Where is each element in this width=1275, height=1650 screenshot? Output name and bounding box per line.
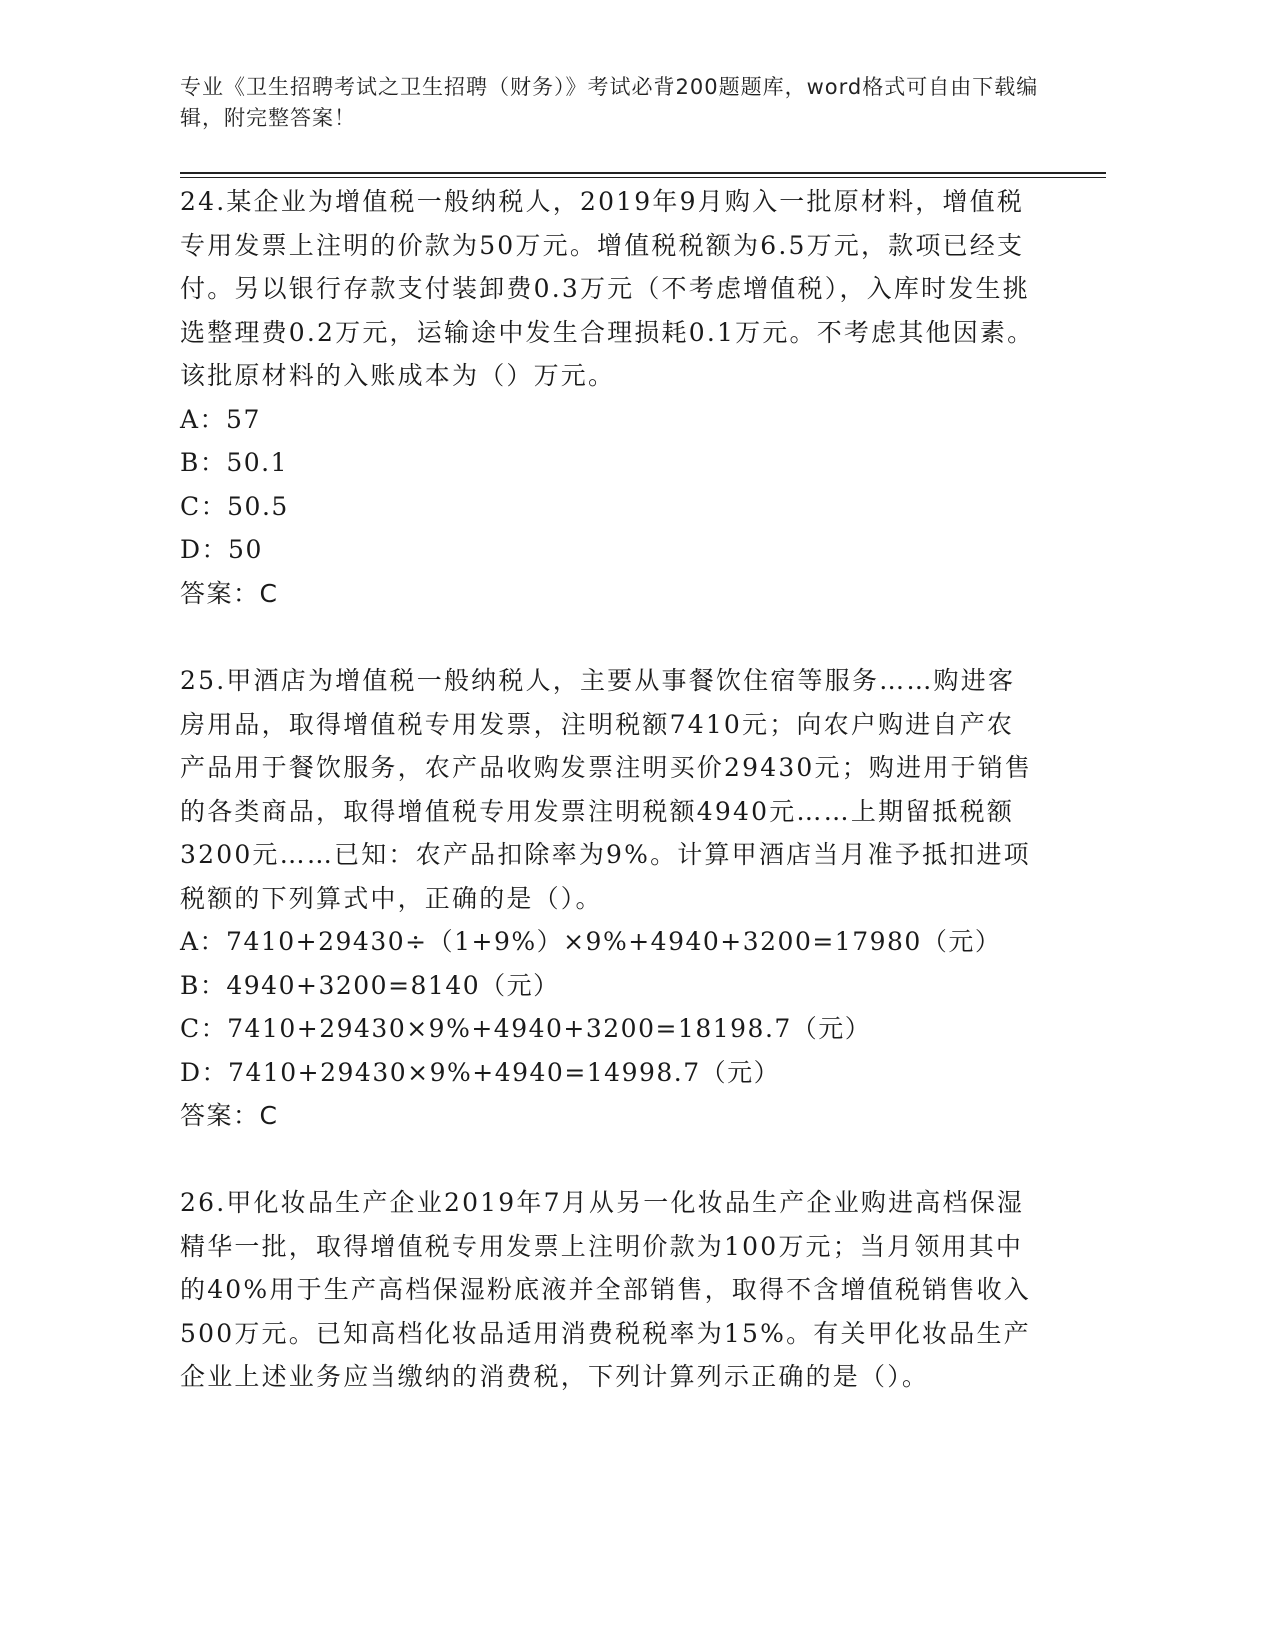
question-25 xyxy=(180,659,1040,1138)
option-b: B：50.1 xyxy=(180,448,289,477)
question-text: 26.甲化妆品生产企业2019年7月从另一化妆品生产企业购进高档保湿精华一批，取得增值税专用发票上注明价款为100万元；当月领用其中的40%用于生产高档保湿粉底液并全部销售，取得不含增值税销售收入500万元。已知高档化妆品适用消费税税率为15%。有关甲化妆品生产企业上述业务应当缴纳的消费税，下列计算列示正确的是（）。 xyxy=(180,1188,1031,1391)
header-divider-thin xyxy=(180,177,1106,178)
document-header: 专业《卫生招聘考试之卫生招聘（财务）》考试必背200题题库，word格式可自由下载编辑，附完整答案！ xyxy=(180,75,1039,130)
question-text: 24.某企业为增值税一般纳税人，2019年9月购入一批原材料，增值税专用发票上注明的价款为50万元。增值税税额为6.5万元，款项已经支付。另以银行存款支付装卸费0.3万元（不考虑增值税），入库时发生挑选整理费0.2万元，运输途中发生合理损耗0.1万元。不考虑其他因素。该批原材料的入账成本为（）万元。 xyxy=(180,187,1035,390)
answer-line: 答案：C xyxy=(180,578,279,608)
question-24 xyxy=(180,180,1040,615)
option-d: D：7410+29430×9%+4940=14998.7（元） xyxy=(180,1057,781,1087)
option-b: B：4940+3200=8140（元） xyxy=(180,970,560,1000)
answer-line: 答案：C xyxy=(180,1101,279,1130)
question-text: 25.甲酒店为增值税一般纳税人，主要从事餐饮住宿等服务……购进客房用品，取得增值税专用发票，注明税额7410元；向农户购进自产农产品用于餐饮服务，农产品收购发票注明买价29430元；购进用于销售的各类商品，取得增值税专用发票注明税额4940元……上期留抵税额3200元……已知：农产品扣除率为9%。计算甲酒店当月准予抵扣进项税额的下列算式中，正确的是（）。 xyxy=(180,666,1033,913)
header-divider-thick xyxy=(180,172,1106,174)
option-a: A：57 xyxy=(180,404,261,434)
option-a: A：7410+29430÷（1+9%）×9%+4940+3200=17980（元） xyxy=(180,927,1002,956)
question-26 xyxy=(180,1181,1040,1399)
option-c: C：50.5 xyxy=(180,491,289,521)
option-d: D：50 xyxy=(180,535,263,564)
option-c: C：7410+29430×9%+4940+3200=18198.7（元） xyxy=(180,1014,872,1043)
